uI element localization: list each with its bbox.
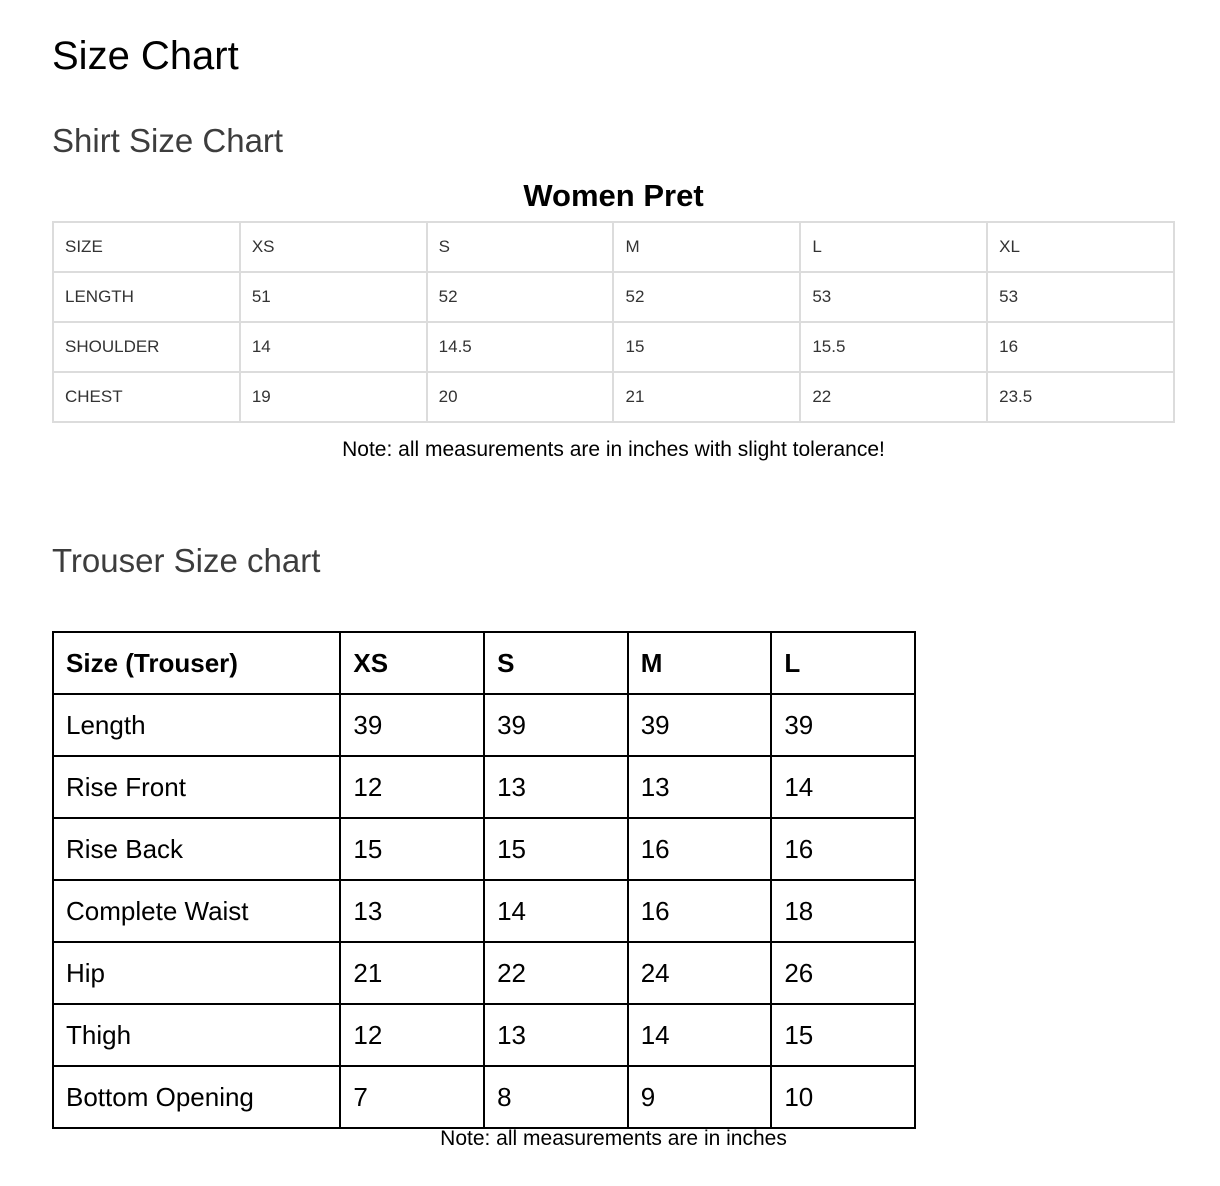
table-cell: 12 xyxy=(340,756,484,818)
table-cell: SHOULDER xyxy=(53,322,240,372)
shirt-section-title: Shirt Size Chart xyxy=(52,122,284,159)
table-cell: 14 xyxy=(240,322,427,372)
table-row xyxy=(53,272,1174,322)
table-cell: Rise Back xyxy=(53,818,340,880)
table-row xyxy=(53,1066,915,1128)
table-row xyxy=(53,756,915,818)
table-cell: 14 xyxy=(771,756,915,818)
table-cell: S xyxy=(427,222,614,272)
table-cell: 14 xyxy=(484,880,628,942)
table-row xyxy=(53,322,1174,372)
shirt-table-caption: Women Pret xyxy=(523,178,704,213)
table-cell: 21 xyxy=(340,942,484,1004)
trouser-measurement-note: Note: all measurements are in inches xyxy=(440,1127,787,1150)
table-cell: XL xyxy=(987,222,1174,272)
table-header-cell: XS xyxy=(340,632,484,694)
table-cell: LENGTH xyxy=(53,272,240,322)
table-cell: Bottom Opening xyxy=(53,1066,340,1128)
table-cell: L xyxy=(800,222,987,272)
table-cell: 16 xyxy=(987,322,1174,372)
table-cell: 13 xyxy=(484,756,628,818)
table-cell: Rise Front xyxy=(53,756,340,818)
table-cell: 22 xyxy=(484,942,628,1004)
table-cell: 16 xyxy=(771,818,915,880)
table-cell: 22 xyxy=(800,372,987,422)
table-cell: 20 xyxy=(427,372,614,422)
table-cell: CHEST xyxy=(53,372,240,422)
table-header-cell: Size (Trouser) xyxy=(53,632,340,694)
table-cell: 14.5 xyxy=(427,322,614,372)
table-row xyxy=(53,1004,915,1066)
table-cell: 23.5 xyxy=(987,372,1174,422)
table-cell: 19 xyxy=(240,372,427,422)
table-row xyxy=(53,818,915,880)
table-cell: 53 xyxy=(800,272,987,322)
table-cell: 51 xyxy=(240,272,427,322)
table-cell: 15 xyxy=(340,818,484,880)
table-cell: 14 xyxy=(628,1004,772,1066)
table-cell: Complete Waist xyxy=(53,880,340,942)
table-cell: XS xyxy=(240,222,427,272)
table-cell: 39 xyxy=(771,694,915,756)
table-header-cell: S xyxy=(484,632,628,694)
table-row xyxy=(53,222,1174,272)
table-cell: 16 xyxy=(628,880,772,942)
table-cell: 39 xyxy=(628,694,772,756)
table-cell: 10 xyxy=(771,1066,915,1128)
table-cell: 24 xyxy=(628,942,772,1004)
table-cell: 21 xyxy=(613,372,800,422)
table-row xyxy=(53,942,915,1004)
shirt-measurement-note: Note: all measurements are in inches with slight tolerance! xyxy=(342,438,885,461)
table-cell: 15 xyxy=(613,322,800,372)
table-cell: 13 xyxy=(340,880,484,942)
table-cell: 52 xyxy=(427,272,614,322)
table-cell: 12 xyxy=(340,1004,484,1066)
table-cell: 52 xyxy=(613,272,800,322)
table-cell: 15.5 xyxy=(800,322,987,372)
table-header-row xyxy=(53,632,915,694)
table-cell: 9 xyxy=(628,1066,772,1128)
shirt-size-table xyxy=(52,221,1175,423)
table-header-cell: L xyxy=(771,632,915,694)
table-cell: 13 xyxy=(628,756,772,818)
table-cell: Thigh xyxy=(53,1004,340,1066)
table-cell: 53 xyxy=(987,272,1174,322)
table-header-cell: M xyxy=(628,632,772,694)
table-cell: 15 xyxy=(484,818,628,880)
table-cell: Hip xyxy=(53,942,340,1004)
table-cell: 26 xyxy=(771,942,915,1004)
table-cell: 7 xyxy=(340,1066,484,1128)
table-cell: 13 xyxy=(484,1004,628,1066)
table-cell: 15 xyxy=(771,1004,915,1066)
table-cell: 39 xyxy=(340,694,484,756)
table-row xyxy=(53,694,915,756)
table-cell: 16 xyxy=(628,818,772,880)
table-cell: SIZE xyxy=(53,222,240,272)
trouser-size-table xyxy=(52,631,916,1129)
page-title: Size Chart xyxy=(52,34,239,78)
table-cell: 39 xyxy=(484,694,628,756)
table-row xyxy=(53,880,915,942)
table-cell: 18 xyxy=(771,880,915,942)
table-row xyxy=(53,372,1174,422)
table-cell: Length xyxy=(53,694,340,756)
table-cell: M xyxy=(613,222,800,272)
table-cell: 8 xyxy=(484,1066,628,1128)
trouser-section-title: Trouser Size chart xyxy=(52,542,321,579)
